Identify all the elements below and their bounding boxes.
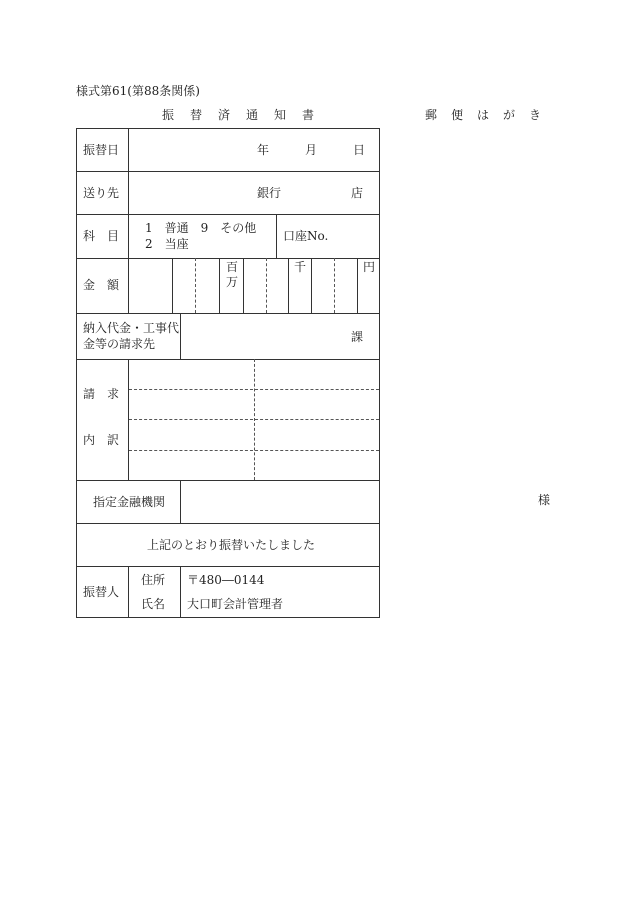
rule: [128, 566, 129, 618]
address-label: 住所: [141, 573, 166, 587]
unit-yen: 円: [363, 260, 376, 274]
recipient-honorific: 様: [538, 493, 551, 507]
rule: [311, 258, 312, 313]
breakdown-label-1: 請 求: [83, 387, 120, 401]
account-type-option-2: 2 当座: [145, 237, 189, 251]
account-type-option-1: 1 普通 9 その他: [145, 221, 257, 235]
document-title: 振 替 済 通 知 書: [162, 108, 317, 122]
rule: [172, 258, 173, 313]
unit-man: 万: [226, 275, 239, 289]
rule: [77, 171, 379, 172]
rule: [195, 258, 196, 313]
rule: [77, 214, 379, 215]
rule: [129, 450, 379, 451]
name-value: 大口町会計管理者: [187, 597, 284, 611]
breakdown-label-2: 内 訳: [83, 433, 120, 447]
transfer-notice-text: 上記のとおり振替いたしました: [147, 538, 316, 552]
transfer-notice-form: [76, 128, 380, 618]
unit-sen: 千: [294, 260, 307, 274]
name-label: 氏名: [141, 597, 166, 611]
rule: [77, 359, 379, 360]
address-value: 〒480―0144: [187, 573, 265, 587]
rule: [77, 566, 379, 567]
account-number-label: 口座No.: [283, 229, 329, 243]
rule: [357, 258, 358, 313]
transferor-label: 振替人: [83, 585, 120, 599]
day-label: 日: [353, 143, 366, 157]
unit-hyaku: 百: [226, 260, 239, 274]
billing-label-line1: 納入代金・工事代: [83, 321, 180, 335]
rule: [180, 313, 181, 359]
rule: [77, 523, 379, 524]
branch-label: 店: [351, 186, 364, 200]
rule: [276, 214, 277, 258]
rule: [180, 566, 181, 618]
rule: [180, 480, 181, 523]
transfer-date-label: 振替日: [83, 143, 120, 157]
destination-label: 送り先: [83, 186, 120, 200]
amount-label: 金 額: [83, 278, 120, 292]
rule: [266, 258, 267, 313]
rule: [77, 480, 379, 481]
rule: [334, 258, 335, 313]
form-number: 様式第61(第88条関係): [76, 84, 200, 98]
rule: [288, 258, 289, 313]
bank-label: 銀行: [257, 186, 282, 200]
rule: [243, 258, 244, 313]
rule: [77, 313, 379, 314]
section-label: 課: [351, 330, 364, 344]
billing-label-line2: 金等の請求先: [83, 337, 156, 351]
institution-label: 指定金融機関: [93, 495, 166, 509]
rule: [129, 419, 379, 420]
rule: [219, 258, 220, 313]
rule: [129, 389, 379, 390]
rule: [128, 129, 129, 313]
month-label: 月: [305, 143, 318, 157]
account-type-label: 科 目: [83, 229, 120, 243]
year-label: 年: [257, 143, 270, 157]
postcard-label: 郵 便 は が き: [425, 108, 543, 122]
